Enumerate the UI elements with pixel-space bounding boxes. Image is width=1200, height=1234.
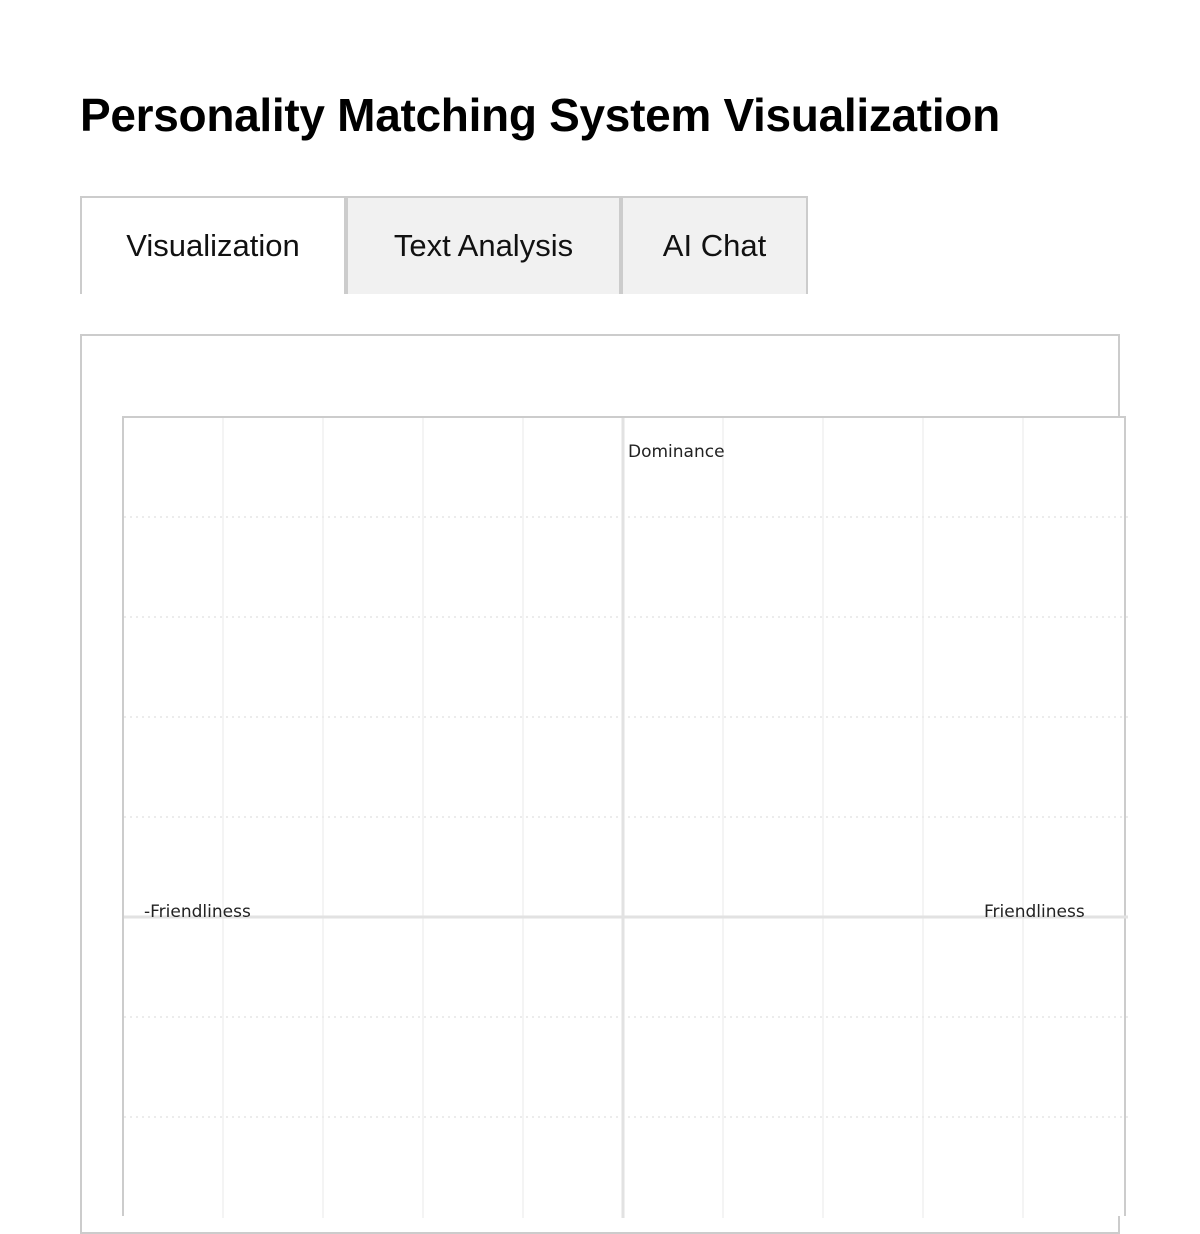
tab-bar [80, 196, 808, 294]
chart-grid [124, 418, 1128, 1218]
axis-label-friendliness: Friendliness [984, 902, 1085, 922]
personality-chart [122, 416, 1126, 1216]
tab-text-analysis[interactable]: Text Analysis [346, 196, 621, 294]
axis-label-negative-friendliness: -Friendliness [144, 902, 251, 922]
tab-ai-chat[interactable]: AI Chat [621, 196, 808, 294]
page-title: Personality Matching System Visualization [80, 89, 1000, 141]
tab-visualization[interactable]: Visualization [80, 196, 346, 294]
axis-label-dominance: Dominance [628, 442, 725, 462]
